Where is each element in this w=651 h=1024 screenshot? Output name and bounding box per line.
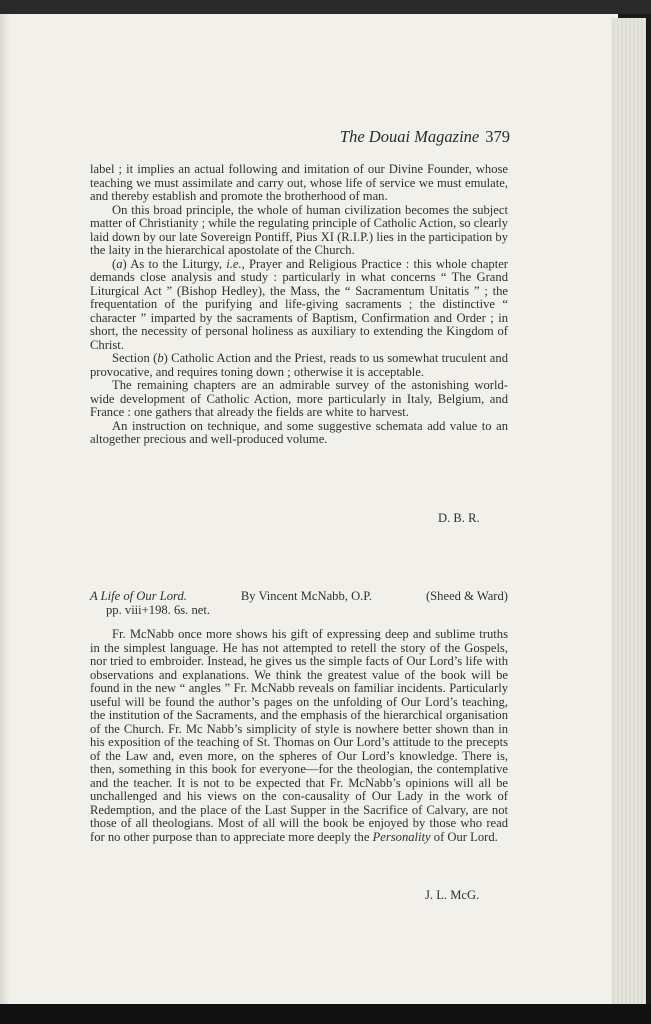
paragraph: On this broad principle, the whole of human civilization becomes the subject matter of Christianity ; while the regulating principle of Catholic Action, so clearly laid down by our late Sovereign Pontiff, Pius XI (R.I.P.) lies in the participation by the laity in the hierarchical apostolate of the Church. <box>90 202 508 257</box>
paragraph: Fr. McNabb once more shows his gift of expressing deep and sublime truths in the simplest language. He has not attempted to retell the story of the Gospels, nor tried to embroider. Instead, he gives us the simple facts of Our Lord’s life with observations and explanations. We think the greatest value of the book will be found in the new “ angles ” Fr. McNabb reveals on familiar incidents. Particularly useful will be found the author’s pages on the unfolding of Our Lord’s teaching, the institution of the Sacraments, and the emphasis of the hierarchical organisation of the Church. Fr. Mc Nabb’s simplicity of style is nowhere better shown than in his exposition of the teaching of St. Thomas on Our Lord’s attitude to the precepts of the Law and, even more, on the spheres of Our Lord’s knowledge. There is, then, something in this book for everyone—for the theologian, the contemplative and the teacher. It is not to be expected that Fr. McNabb’s opinions will all be unchallenged and his views on the con-causality of Our Lady in the work of Redemption, and the place of the Last Supper in the Sacrifice of Calvary, are not those of all theologians. Most of all will the book be enjoyed by those who read for no other purpose than to appreciate more deeply the Personality of Our Lord. <box>90 627 508 844</box>
page-gutter-shadow <box>0 14 10 1004</box>
book-author: By Vincent McNabb, O.P. <box>240 589 373 603</box>
page-number: 379 <box>485 127 510 146</box>
running-head <box>300 127 510 147</box>
scan-top-border <box>0 0 651 14</box>
paragraph: An instruction on technique, and some suggestive schemata add value to an altogether precious and well-produced volume. <box>90 418 508 446</box>
reviewer-signature: D. B. R. <box>438 511 480 525</box>
book-title: A Life of Our Lord. <box>90 589 187 603</box>
review-1-body <box>90 163 508 447</box>
book-details: pp. viii+198. 6s. net. <box>106 603 211 617</box>
paragraph: The remaining chapters are an admirable survey of the astonishing world-wide development of Catholic Action, more particularly in Italy, Belgium, and France : one gathers that already the fields are white to harvest. <box>90 378 508 419</box>
page-edges <box>611 18 646 1008</box>
review-2-body <box>90 628 508 844</box>
paragraph: label ; it implies an actual following and imitation of our Divine Founder, whose teaching we must assimilate and carry out, whose life of service we must emulate, and thereby establish and promote the brotherhood of man. <box>90 162 508 203</box>
paragraph: Section (b) Catholic Action and the Priest, reads to us somewhat truculent and provocative, and requires toning down ; otherwise it is acceptable. <box>90 351 508 379</box>
magazine-title: The Douai Magazine <box>339 127 480 146</box>
book-citation <box>90 589 508 617</box>
scan-bottom-border <box>0 1004 651 1024</box>
paragraph: (a) As to the Liturgy, i.e., Prayer and Religious Practice : this whole chapter demands close analysis and study : particularly in what concerns “ The Grand Liturgical Act ” (Bishop Hedley), the Mass, the “ Sacramentum Unitatis ” ; the frequentation of the purifying and life-giving sacraments ; the distinctive “ character ” imparted by the sacraments of Baptism, Confirmation and Order ; in short, the necessity of personal holiness as auxiliary to extending the Kingdom of Christ. <box>90 256 508 352</box>
book-publisher: (Sheed & Ward) <box>425 589 508 603</box>
reviewer-signature: J. L. McG. <box>425 888 480 902</box>
